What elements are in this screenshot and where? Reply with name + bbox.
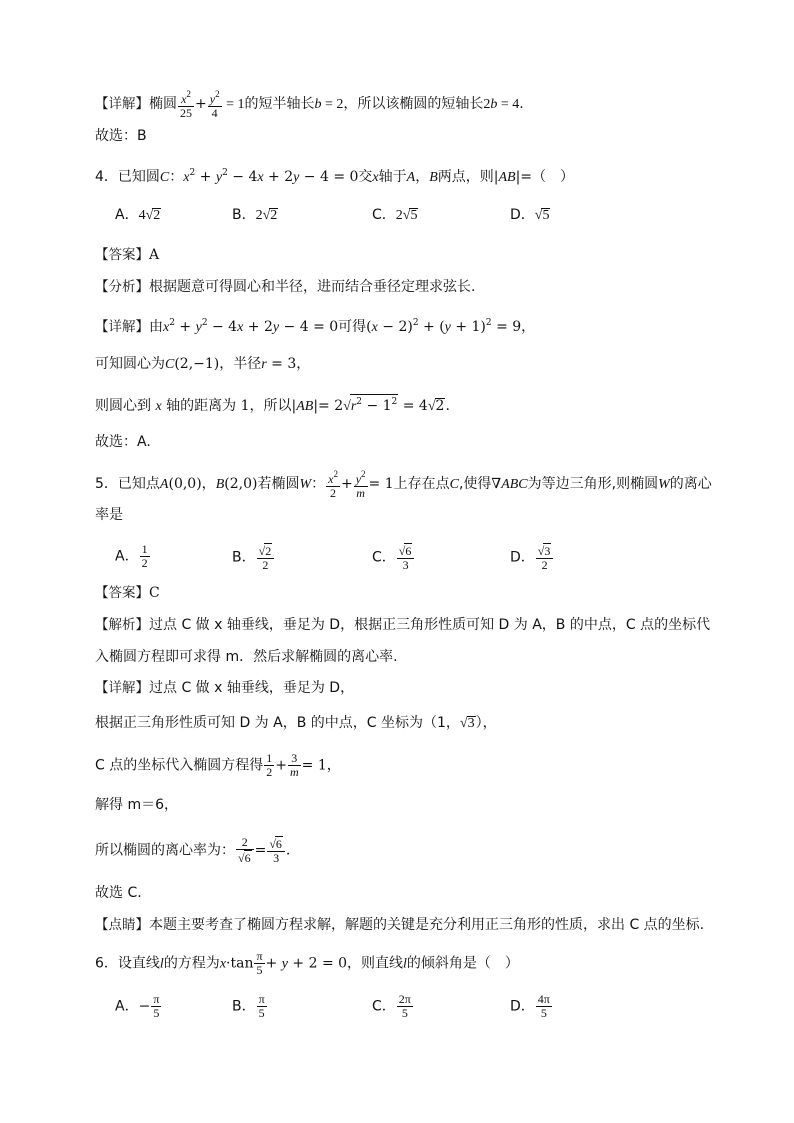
q5-analysis-1: 【解析】过点 C 做 x 轴垂线，垂足为 D，根据正三角形性质可知 D 为 A，B 的中点，C 点的坐标代 xyxy=(95,617,711,633)
text: （ ） xyxy=(532,169,575,185)
q5-option-a[interactable]: A． $\frac{1}{2}$ xyxy=(115,542,148,570)
text: 4．已知圆 xyxy=(95,169,160,185)
q4-choice: 故选：A. xyxy=(95,434,151,450)
q5-answer xyxy=(95,583,160,603)
q6-option-b[interactable]: B． $\frac{\pi}{5}$ xyxy=(232,992,265,1020)
answer-value: C xyxy=(149,585,160,601)
q5-detail-1: 【详解】过点 C 做 x 轴垂线，垂足为 D， xyxy=(95,680,355,696)
q5-option-d[interactable]: D． $\frac{√3}{2}$ xyxy=(510,543,554,572)
q4-stem: 4．已知圆C：$x^2 + y^2 - 4x + 2y - 4 = 0$交x轴于A，B两点，则|AB|=（ ） xyxy=(95,168,575,185)
text: ，所以该椭圆的短轴长 xyxy=(343,96,484,112)
q4-option-c[interactable]: C．2√5 xyxy=(372,207,418,223)
text: 轴于 xyxy=(378,169,407,185)
text: . xyxy=(519,96,524,112)
detail-tag: 【详解】 xyxy=(95,96,149,112)
q5-stem-2: 率是 xyxy=(95,507,123,523)
q4-analysis xyxy=(95,277,475,297)
q5-stem-1: 5．已知点A(0,0)，B(2,0)若椭圆W： $\frac{x^2}{2}$ + $\frac{y^2}{m}$ = 1上存在点C,使得∇ABC为等边三角形,则椭圆W的离心 xyxy=(95,469,712,500)
answer-tag: 【答案】 xyxy=(95,247,149,263)
detail-tag: 【详解】 xyxy=(95,319,149,335)
q4-option-d[interactable]: D．√5 xyxy=(510,207,550,223)
q5-option-c[interactable]: C． $\frac{√6}{3}$ xyxy=(372,543,415,572)
analysis-tag: 【分析】 xyxy=(95,279,149,295)
q5-analysis-2: 入椭圆方程即可求得 m．然后求解椭圆的离心率. xyxy=(95,649,398,665)
fraction: $\frac{y^2}{4}$ xyxy=(209,89,220,120)
text: 交 xyxy=(358,169,373,185)
q3-detail-line: 【详解】椭圆 $\frac{x^2}{25}$ + $\frac{y^2}{4}$ = 1的短半轴长b = 2，所以该椭圆的短轴长2b = 4. xyxy=(95,89,524,120)
text: 椭圆 xyxy=(149,96,177,112)
q3-choice: 故选：B xyxy=(95,128,147,144)
q4-option-a[interactable]: A．4√2 xyxy=(115,207,161,223)
text: 的短半轴长 xyxy=(244,96,315,112)
q6-option-c[interactable]: C． $\frac{2\pi}{5}$ xyxy=(372,992,411,1020)
answer-tag: 【答案】 xyxy=(95,585,149,601)
detail-tag: 【详解】 xyxy=(95,680,149,696)
q5-comment: 【点睛】本题主要考查了椭圆方程求解，解题的关键是充分利用正三角形的性质，求出 C 点的坐标. xyxy=(95,917,705,933)
q4-detail-2: 可知圆心为C(2,−1)，半径r = 3， xyxy=(95,356,311,372)
text: 两点，则 xyxy=(437,169,494,185)
q5-detail-5: 所以椭圆的离心率为： $\frac{2}{√6}$ = $\frac{√6}{3}$ . xyxy=(95,835,291,865)
q4-detail-3: 则圆心到 x 轴的距离为 1，所以$|AB|= 2√r^2 - 1^2 = 4√2$. xyxy=(95,394,450,417)
answer-value: A xyxy=(149,247,160,263)
comment-tag: 【点睛】 xyxy=(95,917,149,933)
q6-option-a[interactable]: A．− $\frac{\pi}{5}$ xyxy=(115,992,160,1020)
q4-option-b[interactable]: B．2√2 xyxy=(232,207,278,223)
analysis-tag: 【解析】 xyxy=(95,617,149,633)
q4-answer xyxy=(95,245,159,265)
q5-option-b[interactable]: B． $\frac{√2}{2}$ xyxy=(232,543,275,572)
q6-option-d[interactable]: D． $\frac{4\pi}{5}$ xyxy=(510,992,550,1020)
q5-choice: 故选 C. xyxy=(95,885,142,901)
q4-detail-1: 【详解】由$x^2 + y^2 - 4x + 2y - 4 = 0$可得$(x - 2)^2 + (y + 1)^2 = 9$， xyxy=(95,318,536,335)
q5-detail-2: 根据正三角形性质可知 D 为 A，B 的中点，C 坐标为（1，√3）， xyxy=(95,715,497,731)
q5-detail-3: C 点的坐标代入椭圆方程得 $\frac{1}{2}$ + $\frac{3}{m}$ = 1， xyxy=(95,751,341,779)
q5-detail-4: 解得 m＝6， xyxy=(95,797,178,813)
q6-stem: 6．设直线l的方程为x·tan $\frac{\pi}{5}$ + y + 2 = 0，则直线l的倾斜角是（ ） xyxy=(95,949,519,977)
text: 根据题意可得圆心和半径，进而结合垂径定理求弦长. xyxy=(149,279,476,295)
fraction: $\frac{x^2}{25}$ xyxy=(180,89,192,120)
